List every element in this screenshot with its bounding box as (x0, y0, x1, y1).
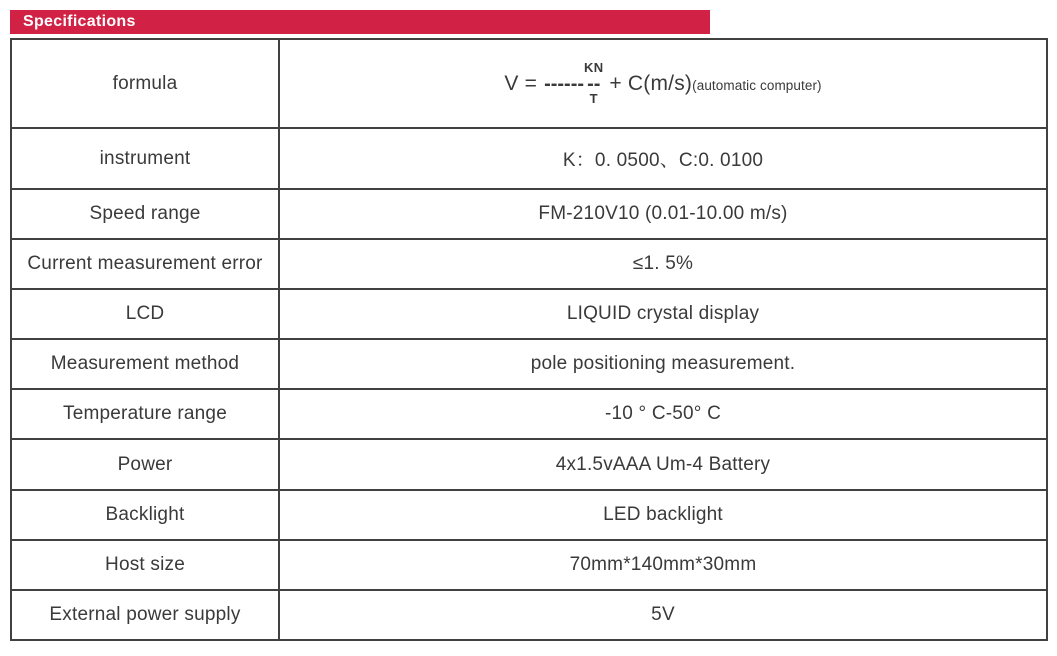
spec-value: LED backlight (279, 490, 1047, 540)
table-row (11, 239, 1047, 289)
formula-numerator: KN (584, 60, 604, 76)
spec-value: LIQUID crystal display (279, 289, 1047, 339)
spec-value: K：0. 0500、C:0. 0100 (279, 128, 1047, 189)
spec-label: External power supply (11, 590, 279, 640)
formula-fraction (584, 60, 604, 106)
formula-rhs: + C(m/s) (609, 71, 693, 95)
velocity-formula (282, 60, 1044, 106)
formula-note: (automatic computer) (692, 77, 822, 93)
spec-label: Current measurement error (11, 239, 279, 289)
table-row (11, 540, 1047, 590)
table-row (11, 490, 1047, 540)
table-row (11, 339, 1047, 389)
spec-value: -10 ° C-50° C (279, 389, 1047, 439)
formula-rhs-group (609, 72, 821, 96)
spec-label: Speed range (11, 189, 279, 239)
spec-value: ≤1. 5% (279, 239, 1047, 289)
spec-value: pole positioning measurement. (279, 339, 1047, 389)
spec-value-formula (279, 39, 1047, 128)
spec-label: instrument (11, 128, 279, 189)
spec-label: Power (11, 439, 279, 489)
spec-value: FM-210V10 (0.01-10.00 m/s) (279, 189, 1047, 239)
section-title: Specifications (23, 13, 136, 30)
spec-label: LCD (11, 289, 279, 339)
formula-lhs: V = (504, 71, 538, 95)
spec-value: 70mm*140mm*30mm (279, 540, 1047, 590)
spec-label: Host size (11, 540, 279, 590)
spec-label: Measurement method (11, 339, 279, 389)
table-row (11, 590, 1047, 640)
formula-denominator: T (589, 90, 598, 106)
spec-value: 5V (279, 590, 1047, 640)
table-row (11, 189, 1047, 239)
formula-dash-line: ------ (544, 72, 585, 95)
spec-label: Temperature range (11, 389, 279, 439)
spec-value: 4x1.5vAAA Um-4 Battery (279, 439, 1047, 489)
specifications-table (10, 38, 1048, 641)
table-row (11, 128, 1047, 189)
formula-fraction-bar: -- (587, 72, 601, 95)
table-row (11, 389, 1047, 439)
spec-label: Backlight (11, 490, 279, 540)
table-row-formula (11, 39, 1047, 128)
section-title-bar (10, 10, 710, 34)
table-row (11, 439, 1047, 489)
spec-label: formula (11, 39, 279, 128)
table-row (11, 289, 1047, 339)
